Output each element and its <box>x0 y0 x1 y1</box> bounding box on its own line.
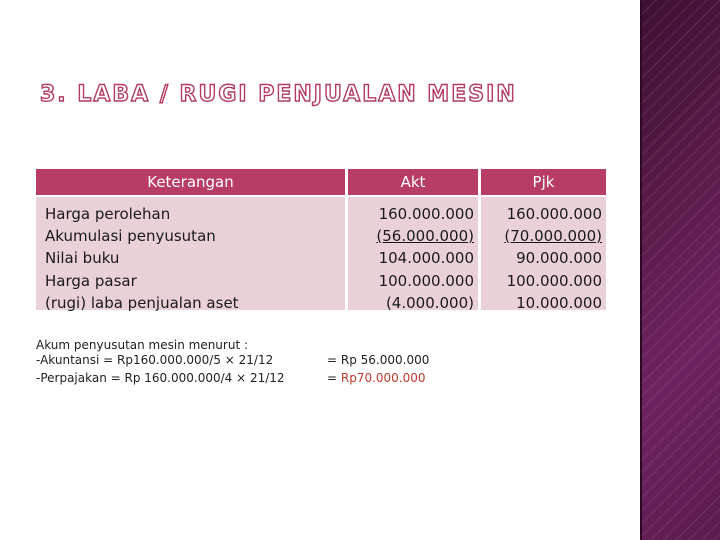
note-akuntansi-result: = Rp 56.000.000 <box>327 353 430 367</box>
akt-harga-perolehan: 160.000.000 <box>378 205 474 223</box>
akt-laba-rugi: (4.000.000) <box>385 293 474 312</box>
labels-column <box>36 197 345 310</box>
akt-harga-pasar: 100.000.000 <box>378 271 474 290</box>
pjk-column <box>481 197 606 310</box>
sidebar-pattern <box>642 0 720 540</box>
label-harga-pasar: Harga pasar <box>45 271 137 290</box>
note-perpajakan: -Perpajakan = Rp 160.000.000/4 × 21/12 <box>36 371 285 385</box>
pjk-harga-perolehan: 160.000.000 <box>506 205 602 223</box>
header-pjk: Pjk <box>481 169 606 195</box>
label-laba-rugi: (rugi) laba penjualan aset <box>45 293 239 312</box>
label-nilai-buku: Nilai buku <box>45 249 120 268</box>
note-perpajakan-value: Rp70.000.000 <box>340 371 426 385</box>
pjk-harga-pasar: 100.000.000 <box>506 271 602 290</box>
akt-column <box>348 197 478 310</box>
note-equals: = <box>327 371 341 385</box>
pjk-nilai-buku: 90.000.000 <box>516 249 602 268</box>
pjk-laba-rugi: 10.000.000 <box>516 293 602 312</box>
akt-akumulasi-penyusutan: (56.000.000) <box>376 227 474 246</box>
note-perpajakan-result <box>327 371 426 386</box>
slide-title: 3. LABA / RUGI PENJUALAN MESIN <box>40 82 517 107</box>
label-akumulasi-penyusutan: Akumulasi penyusutan <box>45 227 216 246</box>
header-akt: Akt <box>348 169 478 195</box>
akt-nilai-buku: 104.000.000 <box>378 249 474 268</box>
pjk-akumulasi-penyusutan: (70.000.000) <box>504 227 602 246</box>
header-keterangan: Keterangan <box>36 169 345 195</box>
note-akuntansi: -Akuntansi = Rp160.000.000/5 × 21/12 <box>36 353 274 367</box>
label-harga-perolehan: Harga perolehan <box>45 205 171 223</box>
note-heading: Akum penyusutan mesin menurut : <box>36 338 249 352</box>
